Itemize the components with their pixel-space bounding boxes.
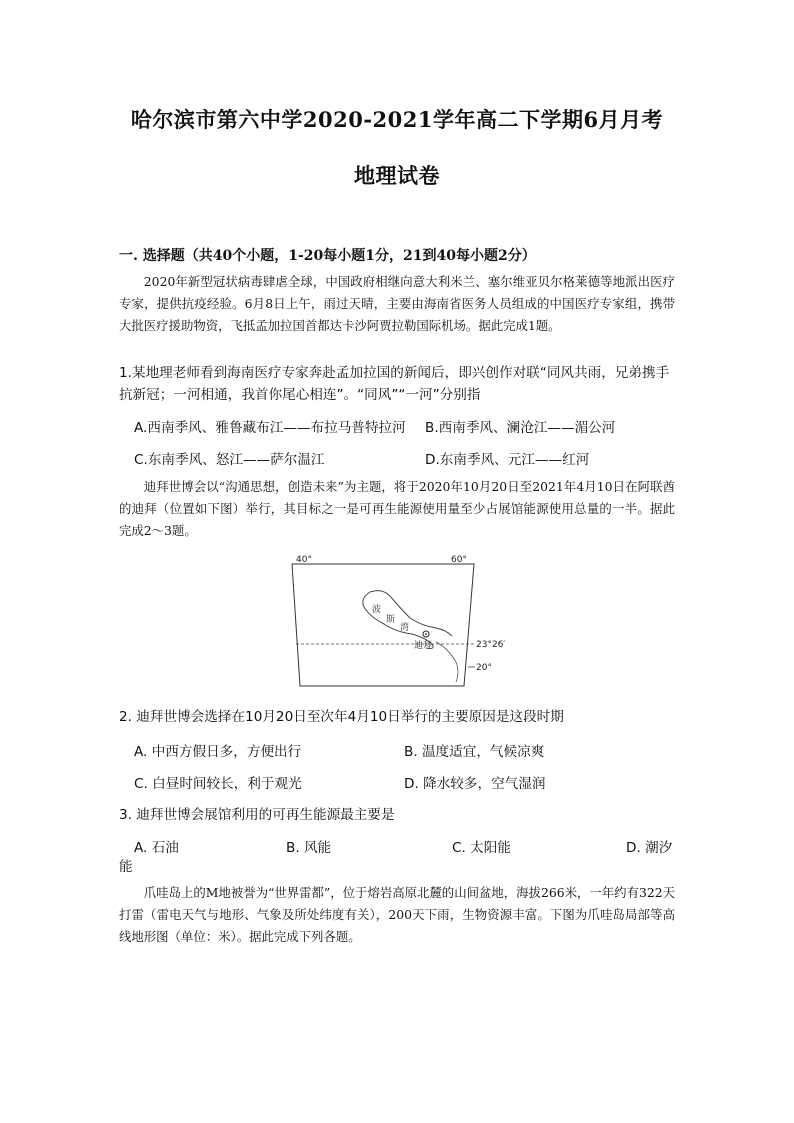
latitude-label-20: 20° (476, 663, 492, 673)
question-1-stem: 1.某地理老师看到海南医疗专家奔赴孟加拉国的新闻后，即兴创作对联“同风共雨，兄弟携手抗新冠；一河相通，我首你尾心相连”。“同风”“一河”分别指 (119, 365, 670, 403)
question-1-option-d: D.东南季风、元江——红河 (425, 452, 590, 468)
gulf-label-char-2: 斯 (386, 615, 396, 625)
question-3-option-a: A. 石油 (134, 840, 179, 856)
gulf-coastline-east (370, 591, 452, 636)
latitude-label-tropic: 23°26′ (476, 640, 506, 650)
dubai-label: 迪拜 (414, 641, 433, 651)
question-2-option-a: A. 中西方假日多，方便出行 (134, 744, 302, 760)
dubai-location-map (286, 552, 518, 688)
question-2-option-c: C. 白昼时间较长，利于观光 (134, 776, 302, 792)
map-frame (292, 564, 474, 686)
gulf-label-char-1: 波 (372, 605, 382, 615)
passage-2: 迪拜世博会以“沟通思想，创造未来”为主题，将于2020年10月20日至2021年4月10日在阿联酋的迪拜（位置如下图）举行，其目标之一是可再生能源使用量至少占展馆能源使用总量的一半。据此完成2～3题。 (119, 479, 675, 538)
question-1-option-a: A.西南季风、雅鲁藏布江——布拉马普特拉河 (134, 420, 406, 436)
passage-1: 2020年新型冠状病毒肆虐全球，中国政府相继向意大利米兰、塞尔维亚贝尔格莱德等地派出医疗专家，提供抗疫经验。6月8日上午，雨过天晴，主要由海南省医务人员组成的中国医疗专家组，携带大批医疗援助物资，飞抵孟加拉国首都达卡沙阿贾拉勒国际机场。据此完成1题。 (119, 274, 675, 333)
longitude-label-40: 40° (296, 555, 312, 565)
question-3-option-d: D. 潮汐 (626, 840, 673, 856)
page-title: 哈尔滨市第六中学2020-2021学年高二下学期6月月考 (130, 107, 664, 132)
gulf-label-char-3: 湾 (400, 623, 410, 633)
passage-3: 爪哇岛上的M地被誉为“世界雷都”，位于熔岩高原北麓的山间盆地，海拔266米，一年约有322天打雷（雷电天气与地形、气象及所处纬度有关），200天下雨，生物资源丰富。下图为爪哇岛局部等高线地形图（单位：米）。据此完成下列各题。 (119, 885, 675, 944)
question-3-option-b: B. 风能 (286, 840, 332, 856)
longitude-label-60: 60° (451, 555, 467, 565)
question-3-stem: 3. 迪拜世博会展馆利用的可再生能源最主要是 (119, 807, 395, 823)
question-2-option-b: B. 温度适宜，气候凉爽 (404, 744, 545, 760)
arabian-coast (436, 642, 458, 682)
question-1-option-b: B.西南季风、澜沧江——湄公河 (425, 420, 616, 436)
question-3-option-d-continued: 能 (119, 859, 133, 875)
question-3-option-c: C. 太阳能 (452, 840, 511, 856)
question-2-stem: 2. 迪拜世博会选择在10月20日至次年4月10日举行的主要原因是这段时期 (119, 709, 564, 725)
page-subtitle: 地理试卷 (354, 163, 440, 188)
section-heading: 一. 选择题（共40个小题，1-20每小题1分，21到40每小题2分） (119, 248, 536, 264)
question-2-option-d: D. 降水较多，空气湿润 (404, 776, 546, 792)
question-1-option-c: C.东南季风、怒江——萨尔温江 (134, 452, 325, 468)
